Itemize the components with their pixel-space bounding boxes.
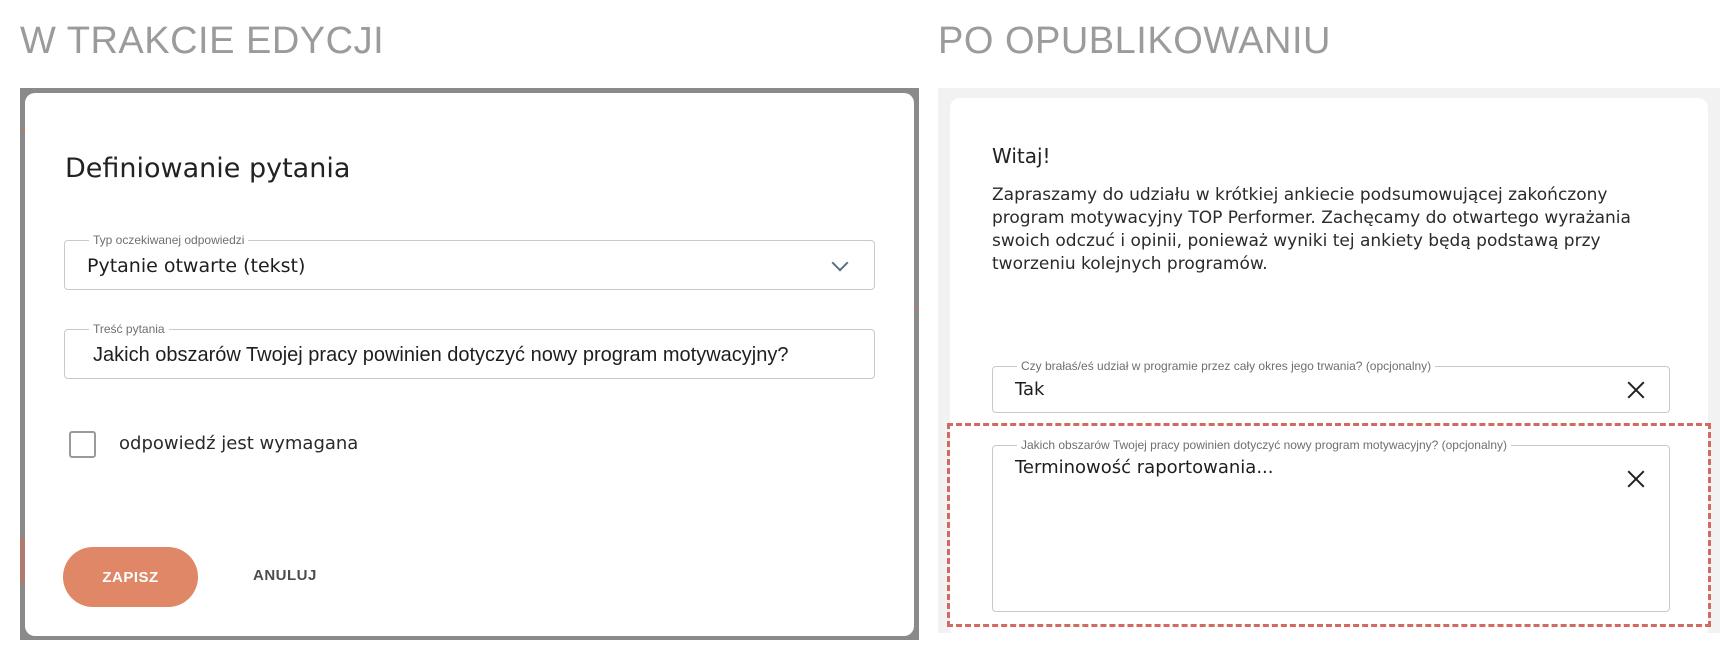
open-question-label: Jakich obszarów Twojej pracy powinien dotyczyć nowy program motywacyjny? (opcjonalny) bbox=[1017, 438, 1511, 452]
open-answer-value: Terminowość raportowania... bbox=[1015, 457, 1274, 478]
participation-answer-field[interactable] bbox=[992, 359, 1670, 413]
survey-greeting: Witaj! bbox=[992, 144, 1051, 168]
dialog-title: Definiowanie pytania bbox=[65, 153, 351, 184]
close-icon[interactable] bbox=[1625, 379, 1647, 401]
heading-editing: W TRAKCIE EDYCJI bbox=[20, 20, 385, 62]
participation-answer-value: Tak bbox=[1015, 379, 1045, 400]
required-checkbox[interactable] bbox=[69, 431, 96, 458]
participation-question-label: Czy brałaś/eś udział w programie przez cały okres jego trwania? (opcjonalny) bbox=[1017, 359, 1435, 373]
highlight-frame bbox=[947, 423, 1711, 627]
answer-type-label: Typ oczekiwanej odpowiedzi bbox=[89, 233, 248, 247]
required-checkbox-label: odpowiedź jest wymagana bbox=[119, 433, 359, 454]
answer-type-select[interactable] bbox=[64, 233, 875, 290]
question-text-input[interactable] bbox=[64, 322, 875, 379]
survey-intro-text: Zapraszamy do udziału w krótkiej ankiecie podsumowującej zakończony program motywacyjny TOP Performer. Zachęcamy do otwartego wyrażania swoich odczuć i opinii, ponieważ wyniki tej ankiety będą podstawą przy tworzeniu kolejnych programów. bbox=[992, 185, 1631, 274]
answer-type-value: Pytanie otwarte (tekst) bbox=[87, 255, 306, 277]
chevron-down-icon[interactable] bbox=[832, 255, 849, 272]
heading-published: PO OPUBLIKOWANIU bbox=[938, 20, 1331, 62]
cancel-button[interactable]: ANULUJ bbox=[253, 567, 317, 584]
question-text-label: Treść pytania bbox=[89, 322, 169, 336]
question-editor-dialog bbox=[25, 93, 914, 636]
save-button[interactable]: ZAPISZ bbox=[63, 547, 198, 607]
question-text-value: Jakich obszarów Twojej pracy powinien dotyczyć nowy program motywacyjny? bbox=[93, 344, 789, 366]
